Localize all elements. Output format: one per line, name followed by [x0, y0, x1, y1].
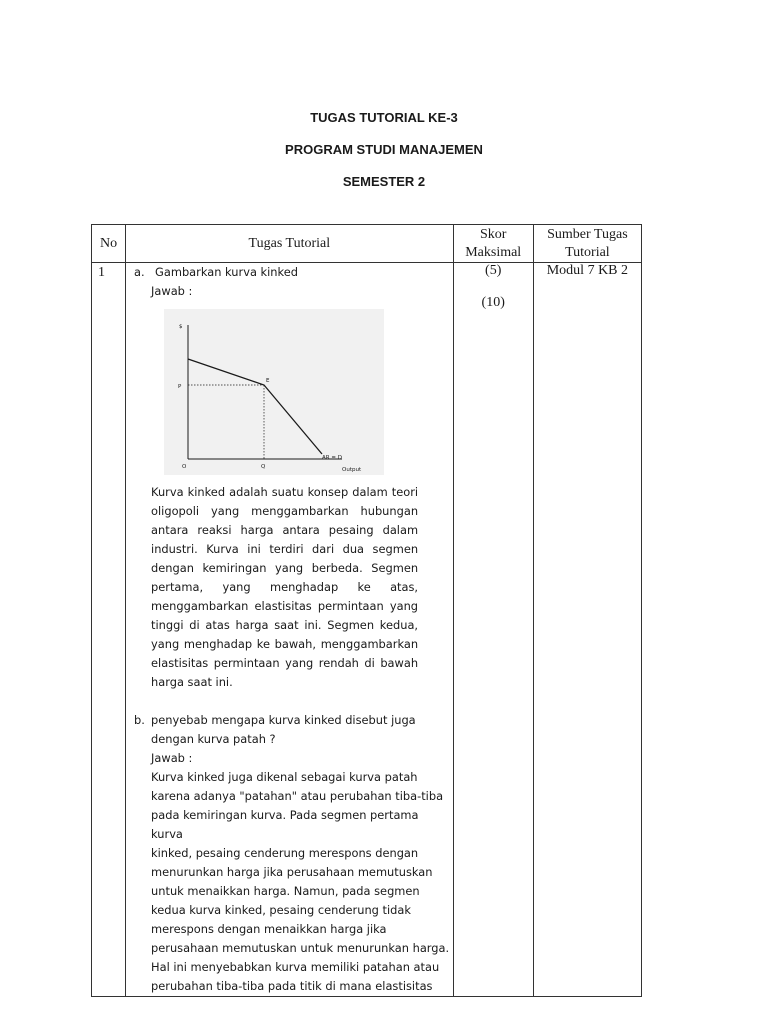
origin-label: O — [182, 464, 187, 470]
kinked-curve-diagram — [164, 309, 384, 475]
answer-line: merespons dengan menaikkan harga jika — [151, 922, 387, 936]
kinked-curve-figure — [164, 309, 384, 475]
part-a-answer-label: Jawab : — [151, 284, 193, 298]
answer-line: Kurva kinked juga dikenal sebagai kurva patah — [151, 770, 418, 784]
part-b-answer-label: Jawab : — [151, 751, 193, 765]
score-cell — [453, 263, 533, 997]
curve-label: AR = D — [322, 455, 342, 461]
part-b-marker: b. — [134, 713, 145, 727]
part-a-question: Gambarkan kurva kinked — [155, 265, 298, 279]
table-header-row — [92, 225, 642, 263]
x-axis-label: Output — [342, 467, 362, 473]
part-a — [126, 263, 453, 692]
header-score — [453, 225, 533, 263]
answer-line: untuk menaikkan harga. Namun, pada segmen — [151, 884, 420, 898]
part-a-answer: Kurva kinked adalah suatu konsep dalam teori oligopoli yang menggambarkan hubungan antara reaksi harga antara pesaing dalam industri. Kurva ini terdiri dari dua segmen dengan kemiringan yang berbeda. Segmen pertama, yang menghadap ke atas, menggambarkan elastisitas permintaan yang tinggi di atas harga saat ini. Segmen kedua, yang menghadap ke bawah, menggambarkan elastisitas permintaan yang rendah di bawah harga saat ini. — [151, 485, 419, 689]
answer-line: perusahaan memutuskan untuk menurunkan harga. — [151, 941, 450, 955]
task-cell — [126, 263, 454, 997]
part-b-question-line2: dengan kurva patah ? — [151, 732, 276, 746]
header-no: No — [92, 225, 126, 263]
answer-line: Hal ini menyebabkan kurva memiliki patahan atau — [151, 960, 440, 974]
part-a-marker: a. — [134, 265, 145, 279]
kinked-demand-curve — [188, 359, 322, 454]
score-a: (5) — [485, 263, 502, 278]
header-score-line2: Maksimal — [465, 244, 522, 260]
answer-line: kinked, pesaing cenderung merespons dengan — [151, 846, 419, 860]
semester-title: SEMESTER 2 — [342, 174, 426, 189]
answer-line: kedua kurva kinked, pesaing cenderung tidak — [151, 903, 411, 917]
price-label: P — [178, 384, 182, 390]
header-score-line1: Skor — [479, 226, 507, 242]
answer-line: pada kemiringan kurva. Pada segmen pertama kurva — [151, 808, 419, 841]
header-source-line1: Sumber Tugas — [547, 226, 628, 242]
source-cell: Modul 7 KB 2 — [533, 263, 641, 997]
score-b: (10) — [481, 295, 505, 310]
y-axis-label: $ — [179, 324, 183, 330]
answer-line: karena adanya "patahan" atau perubahan tiba-tiba — [151, 789, 444, 803]
doc-title: TUGAS TUTORIAL KE-3 — [310, 110, 458, 125]
kink-label: E — [266, 378, 270, 384]
answer-line: menurunkan harga jika perusahaan memutuskan — [151, 865, 433, 879]
header-source-line2: Tutorial — [565, 244, 610, 260]
header-source — [533, 225, 641, 263]
answer-line: perubahan tiba-tiba pada titik di mana elastisitas — [151, 979, 433, 993]
program-title: PROGRAM STUDI MANAJEMEN — [285, 142, 483, 157]
row-number: 1 — [92, 263, 126, 997]
part-b — [126, 711, 453, 996]
table-row — [92, 263, 642, 997]
part-b-question-line1: penyebab mengapa kurva kinked disebut juga — [151, 713, 416, 727]
part-b-answer — [151, 768, 453, 996]
quantity-label: Q — [261, 464, 266, 470]
header-task: Tugas Tutorial — [126, 225, 454, 263]
tutorial-table — [91, 224, 642, 997]
